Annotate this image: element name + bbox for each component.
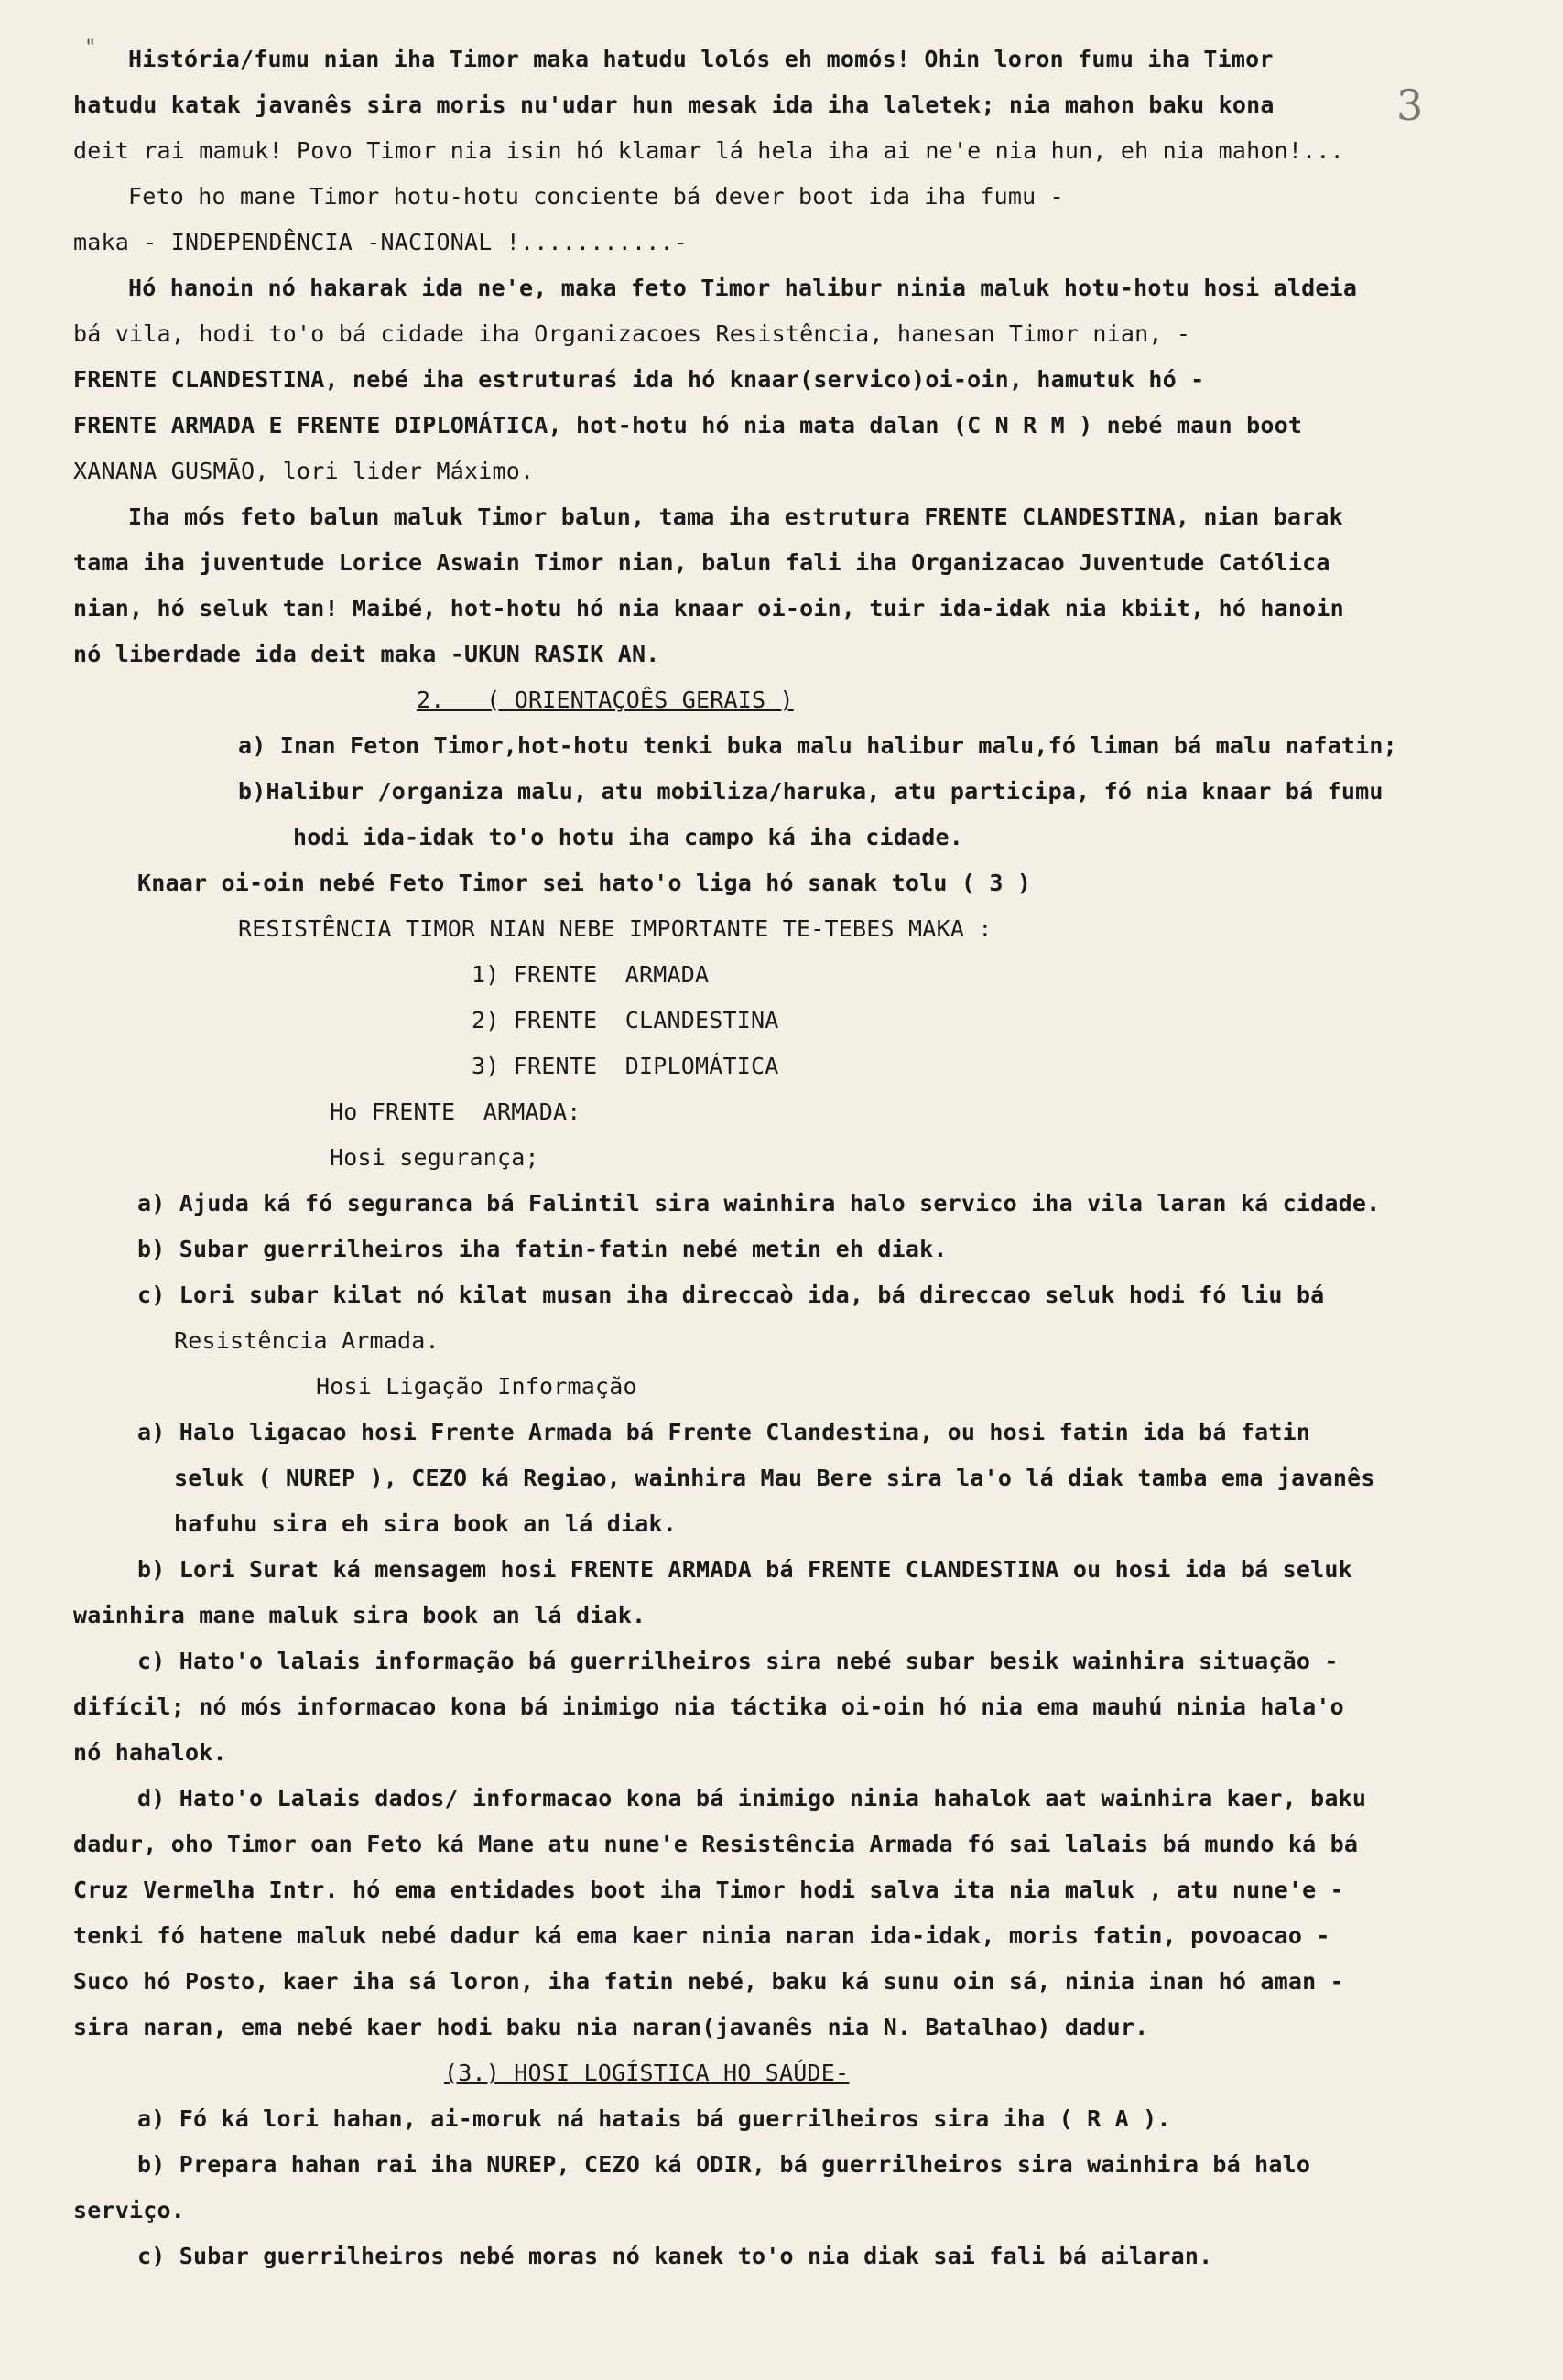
text-line: tenki fó hatene maluk nebé dadur ká ema kaer ninia naran ida-idak, moris fatin, povoacao -	[73, 1922, 1330, 1949]
text-line: b) Lori Surat ká mensagem hosi FRENTE ARMADA bá FRENTE CLANDESTINA ou hosi ida bá seluk	[137, 1556, 1352, 1583]
text-line: c) Subar guerrilheiros nebé moras nó kanek to'o nia diak sai fali bá ailaran.	[137, 2243, 1213, 2269]
text-line: 2) FRENTE CLANDESTINA	[472, 1007, 779, 1033]
text-line: Suco hó Posto, kaer iha sá loron, iha fatin nebé, baku ká sunu oin sá, ninia inan hó aman -	[73, 1968, 1344, 1995]
text-line: bá vila, hodi to'o bá cidade iha Organizacoes Resistência, hanesan Timor nian, -	[73, 320, 1191, 347]
text-line: difícil; nó mós informacao kona bá inimigo nia táctika oi-oin hó nia ema mauhú ninia hala'o	[73, 1693, 1344, 1720]
text-line: maka - INDEPENDÊNCIA -NACIONAL !...........-	[73, 229, 689, 255]
text-line: Feto ho mane Timor hotu-hotu conciente bá dever boot ida iha fumu -	[128, 183, 1064, 210]
text-line: Resistência Armada.	[174, 1327, 440, 1354]
text-line: 2. ( ORIENTAÇOÊS GERAIS )	[417, 687, 794, 713]
text-line: Hosi segurança;	[330, 1144, 539, 1171]
text-line: seluk ( NUREP ), CEZO ká Regiao, wainhira Mau Bere sira la'o lá diak tamba ema javanês	[174, 1465, 1375, 1491]
text-line: c) Hato'o lalais informação bá guerrilheiros sira nebé subar besik wainhira situação -	[137, 1648, 1339, 1674]
text-line: História/fumu nian iha Timor maka hatudu lolós eh momós! Ohin loron fumu iha Timor	[128, 46, 1274, 72]
text-line: tama iha juventude Lorice Aswain Timor nian, balun fali iha Organizacao Juventude Católica	[73, 549, 1330, 576]
text-line: b) Prepara hahan rai iha NUREP, CEZO ká ODIR, bá guerrilheiros sira wainhira bá halo	[137, 2151, 1311, 2178]
text-line: XANANA GUSMÃO, lori lider Máximo.	[73, 458, 535, 484]
typewritten-text-body	[73, 37, 1502, 2279]
text-line: FRENTE CLANDESTINA, nebé iha estruturaś ida hó knaar(servico)oi-oin, hamutuk hó -	[73, 366, 1205, 393]
text-line: a) Ajuda ká fó seguranca bá Falintil sira wainhira halo servico iha vila laran ká cidade.	[137, 1190, 1381, 1217]
text-line: (3.) HOSI LOGÍSTICA HO SAÚDE-	[444, 2060, 850, 2086]
text-line: hafuhu sira eh sira book an lá diak.	[174, 1510, 678, 1537]
text-line: hodi ida-idak to'o hotu iha campo ká iha cidade.	[293, 824, 964, 850]
text-line: dadur, oho Timor oan Feto ká Mane atu nune'e Resistência Armada fó sai lalais bá mundo ká bá	[73, 1831, 1359, 1857]
text-line: wainhira mane maluk sira book an lá diak.	[73, 1602, 646, 1628]
text-line: hatudu katak javanês sira moris nu'udar hun mesak ida iha laletek; nia mahon baku kona	[73, 92, 1275, 118]
text-line: Ho FRENTE ARMADA:	[330, 1098, 581, 1125]
text-line: FRENTE ARMADA E FRENTE DIPLOMÁTICA, hot-hotu hó nia mata dalan (C N R M ) nebé maun boot	[73, 412, 1303, 438]
text-line: Cruz Vermelha Intr. hó ema entidades boot iha Timor hodi salva ita nia maluk , atu nune'e -	[73, 1877, 1344, 1903]
text-line: Hó hanoin nó hakarak ida ne'e, maka feto Timor halibur ninia maluk hotu-hotu hosi aldeia	[128, 275, 1358, 301]
text-line: Knaar oi-oin nebé Feto Timor sei hato'o liga hó sanak tolu ( 3 )	[137, 870, 1032, 896]
text-line: nó liberdade ida deit maka -UKUN RASIK AN.	[73, 641, 660, 667]
text-line: a) Fó ká lori hahan, ai-moruk ná hatais bá guerrilheiros sira iha ( R A ).	[137, 2105, 1171, 2132]
text-line: nó hahalok.	[73, 1739, 227, 1766]
text-line: b) Subar guerrilheiros iha fatin-fatin nebé metin eh diak.	[137, 1236, 948, 1262]
text-line: Iha mós feto balun maluk Timor balun, tama iha estrutura FRENTE CLANDESTINA, nian barak	[128, 503, 1343, 530]
text-line: a) Inan Feton Timor,hot-hotu tenki buka malu halibur malu,fó liman bá malu nafatin;	[238, 732, 1397, 759]
text-line: sira naran, ema nebé kaer hodi baku nia naran(javanês nia N. Batalhao) dadur.	[73, 2014, 1149, 2040]
text-line: a) Halo ligacao hosi Frente Armada bá Frente Clandestina, ou hosi fatin ida bá fatin	[137, 1419, 1311, 1445]
text-line: RESISTÊNCIA TIMOR NIAN NEBE IMPORTANTE TE-TEBES MAKA :	[238, 915, 993, 942]
text-line: 1) FRENTE ARMADA	[472, 961, 710, 988]
handwritten-page-number: 3	[1396, 81, 1424, 130]
text-line: c) Lori subar kilat nó kilat musan iha direccaò ida, bá direccao seluk hodi fó liu bá	[137, 1282, 1325, 1308]
text-line: serviço.	[73, 2197, 186, 2223]
text-line: b)Halibur /organiza malu, atu mobiliza/haruka, atu participa, fó nia knaar bá fumu	[238, 778, 1384, 805]
text-line: Hosi Ligação Informação	[316, 1373, 637, 1400]
text-line: deit rai mamuk! Povo Timor nia isin hó klamar lá hela iha ai ne'e nia hun, eh nia mahon!...	[73, 137, 1344, 164]
page-corner-mark: "	[84, 37, 97, 60]
text-line: 3) FRENTE DIPLOMÁTICA	[472, 1053, 779, 1079]
text-line: d) Hato'o Lalais dados/ informacao kona bá inimigo ninia hahalok aat wainhira kaer, baku	[137, 1785, 1367, 1812]
text-line: nian, hó seluk tan! Maibé, hot-hotu hó nia knaar oi-oin, tuir ida-idak nia kbiit, hó hanoin	[73, 595, 1344, 622]
